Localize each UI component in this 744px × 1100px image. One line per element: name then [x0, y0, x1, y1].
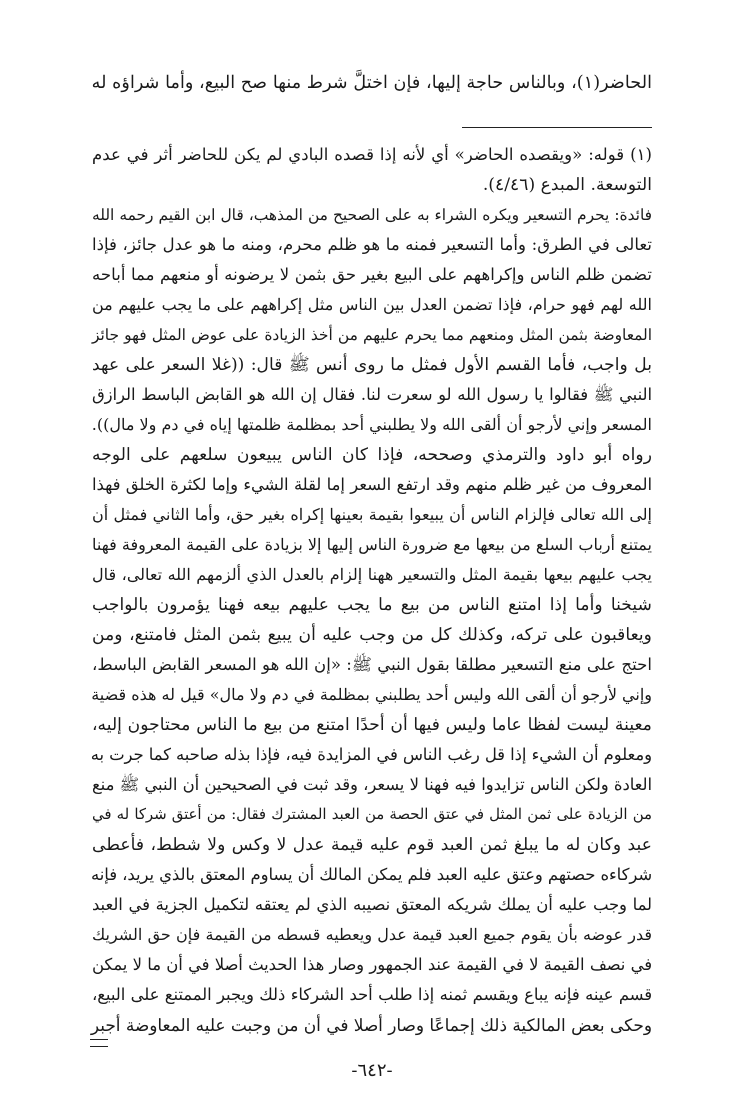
note-line: احتج على منع التسعير مطلقا بقول النبي ﷺ: «إن الله هو المسعر القابض الباسط،: [92, 655, 652, 674]
main-text-line: الحاضر(١)، وبالناس حاجة إليها، فإن اختلَّ شرط منها صح البيع، وأما شراؤه له: [91, 73, 652, 93]
note-line: عبد وكان له ما يبلغ ثمن العبد قوم عليه قيمة عدل لا وكس ولا شطط، فأعطى: [92, 835, 652, 855]
note-line: وحكى بعض المالكية ذلك إجماعًا وصار أصلا في أن من وجبت عليه المعاوضة أجبر: [90, 1015, 652, 1035]
footnote-line: (١) قوله: «ويقصده الحاضر» أي لأنه إذا قصده البادي لم يكن للحاضر أثر في عدم: [92, 145, 652, 164]
note-line: شيخنا وأما إذا امتنع الناس من بيع ما يجب عليهم بيعه فهنا يؤمرون بالواجب: [92, 595, 652, 615]
note-line: رواه أبو داود والترمذي وصححه، فإذا كان الناس يبيعون سلعهم على الوجه: [92, 445, 652, 465]
note-line: ويعاقبون على تركه، وكذلك كل من وجب عليه أن يبيع بثمن المثل فامتنع، ومن: [92, 625, 652, 645]
note-line: معينة ليست لفظا عاما وليس فيها أن أحدًا امتنع من بيع ما الناس محتاجون إليه،: [92, 715, 652, 735]
note-line: المعاوضة بثمن المثل ومنعهم مما يحرم عليهم من أخذ الزيادة على عوض المثل فهو جائز: [92, 326, 652, 344]
note-line: ومعلوم أن الشيء إذا قل رغب الناس في المزايدة فيه، فإذا بذله صاحبه كما جرت به: [90, 745, 652, 764]
note-line: المعروف من غير ظلم منهم وقد ارتفع السعر إما لقلة الشيء وإما لكثرة الخلق فهذا: [92, 475, 652, 494]
note-line: من الزيادة على ثمن المثل في عتق الحصة من العبد المشترك فقال: من أعتق شركا له في: [92, 806, 652, 823]
note-line: تضمن ظلم الناس وإكراههم على البيع بغير حق بثمن لا يرضونه أو منعهم مما أباحه: [92, 265, 652, 284]
note-line: قسم عينه فإنه يباع ويقسم ثمنه إذا طلب أحد الشركاء ذلك ويجبر الممتنع على البيع،: [92, 985, 652, 1004]
note-line: تعالى في الطرق: وأما التسعير فمنه ما هو ظلم محرم، ومنه ما هو عدل جائز، فإذا: [92, 235, 652, 254]
footnote-separator: [462, 127, 652, 128]
note-line: لما وجب عليه أن يملك شريكه المعتق نصيبه الذي لم يعتقه لتكميل الجزية في العبد: [92, 895, 652, 914]
page-number: -٦٤٢-: [351, 1060, 393, 1081]
note-line: يمتنع أرباب السلع من بيعها مع ضرورة الناس إليها إلا بزيادة على القيمة المعروفة فهنا: [92, 535, 652, 554]
note-line: وإني لأرجو أن ألقى الله وليس أحد يطلبني بمظلمة في دم ولا مال» قيل له هذه قضية: [91, 685, 652, 704]
note-line: في نصف القيمة لا في القيمة عند الجمهور وصار هذا الحديث أصلا في أن ما لا يمكن: [92, 955, 652, 974]
note-line: بل واجب، فأما القسم الأول فمثل ما روى أنس ﷺ قال: ((غلا السعر على عهد: [92, 355, 652, 375]
note-line: العادة ولكن الناس تزايدوا فيه فهنا لا يسعر، وقد ثبت في الصحيحين أن النبي ﷺ منع: [92, 775, 652, 794]
note-line: إلى الله تعالى فإلزام الناس أن يبيعوا بقيمة بعينها إكراه بغير حق، وأما الثاني فمثل أن: [92, 505, 652, 524]
note-line: فائدة: يحرم التسعير ويكره الشراء به على الصحيح من المذهب، قال ابن القيم رحمه الله: [92, 206, 652, 224]
footnote-line: التوسعة. المبدع (٤/٤٦).: [482, 175, 652, 195]
note-line: الله لهم فهو حرام، فإذا تضمن العدل بين الناس مثل إكراههم على ما يجب عليهم من: [92, 295, 652, 314]
note-line: النبي ﷺ فقالوا يا رسول الله لو سعرت لنا. فقال إن الله هو القابض الباسط الرازق: [92, 385, 652, 404]
continuation-mark: [90, 1039, 108, 1047]
note-line: المسعر وإني لأرجو أن ألقى الله ولا يطلبني أحد بمظلمة ظلمتها إياه في دم ولا مال)).: [91, 415, 652, 434]
note-line: قدر عوضه بأن يقوم جميع العبد قيمة عدل ويعطيه قسطه من القيمة فإن حق الشريك: [92, 925, 652, 944]
note-line: يجب عليهم بيعها بقيمة المثل والتسعير ههنا إلزام بالعدل الذي ألزمهم الله تعالى، قال: [92, 565, 652, 584]
note-line: شركاءه حصتهم وعتق عليه العبد فلم يمكن المالك أن يساوم المعتق بالذي يريد، فإنه: [90, 865, 652, 884]
